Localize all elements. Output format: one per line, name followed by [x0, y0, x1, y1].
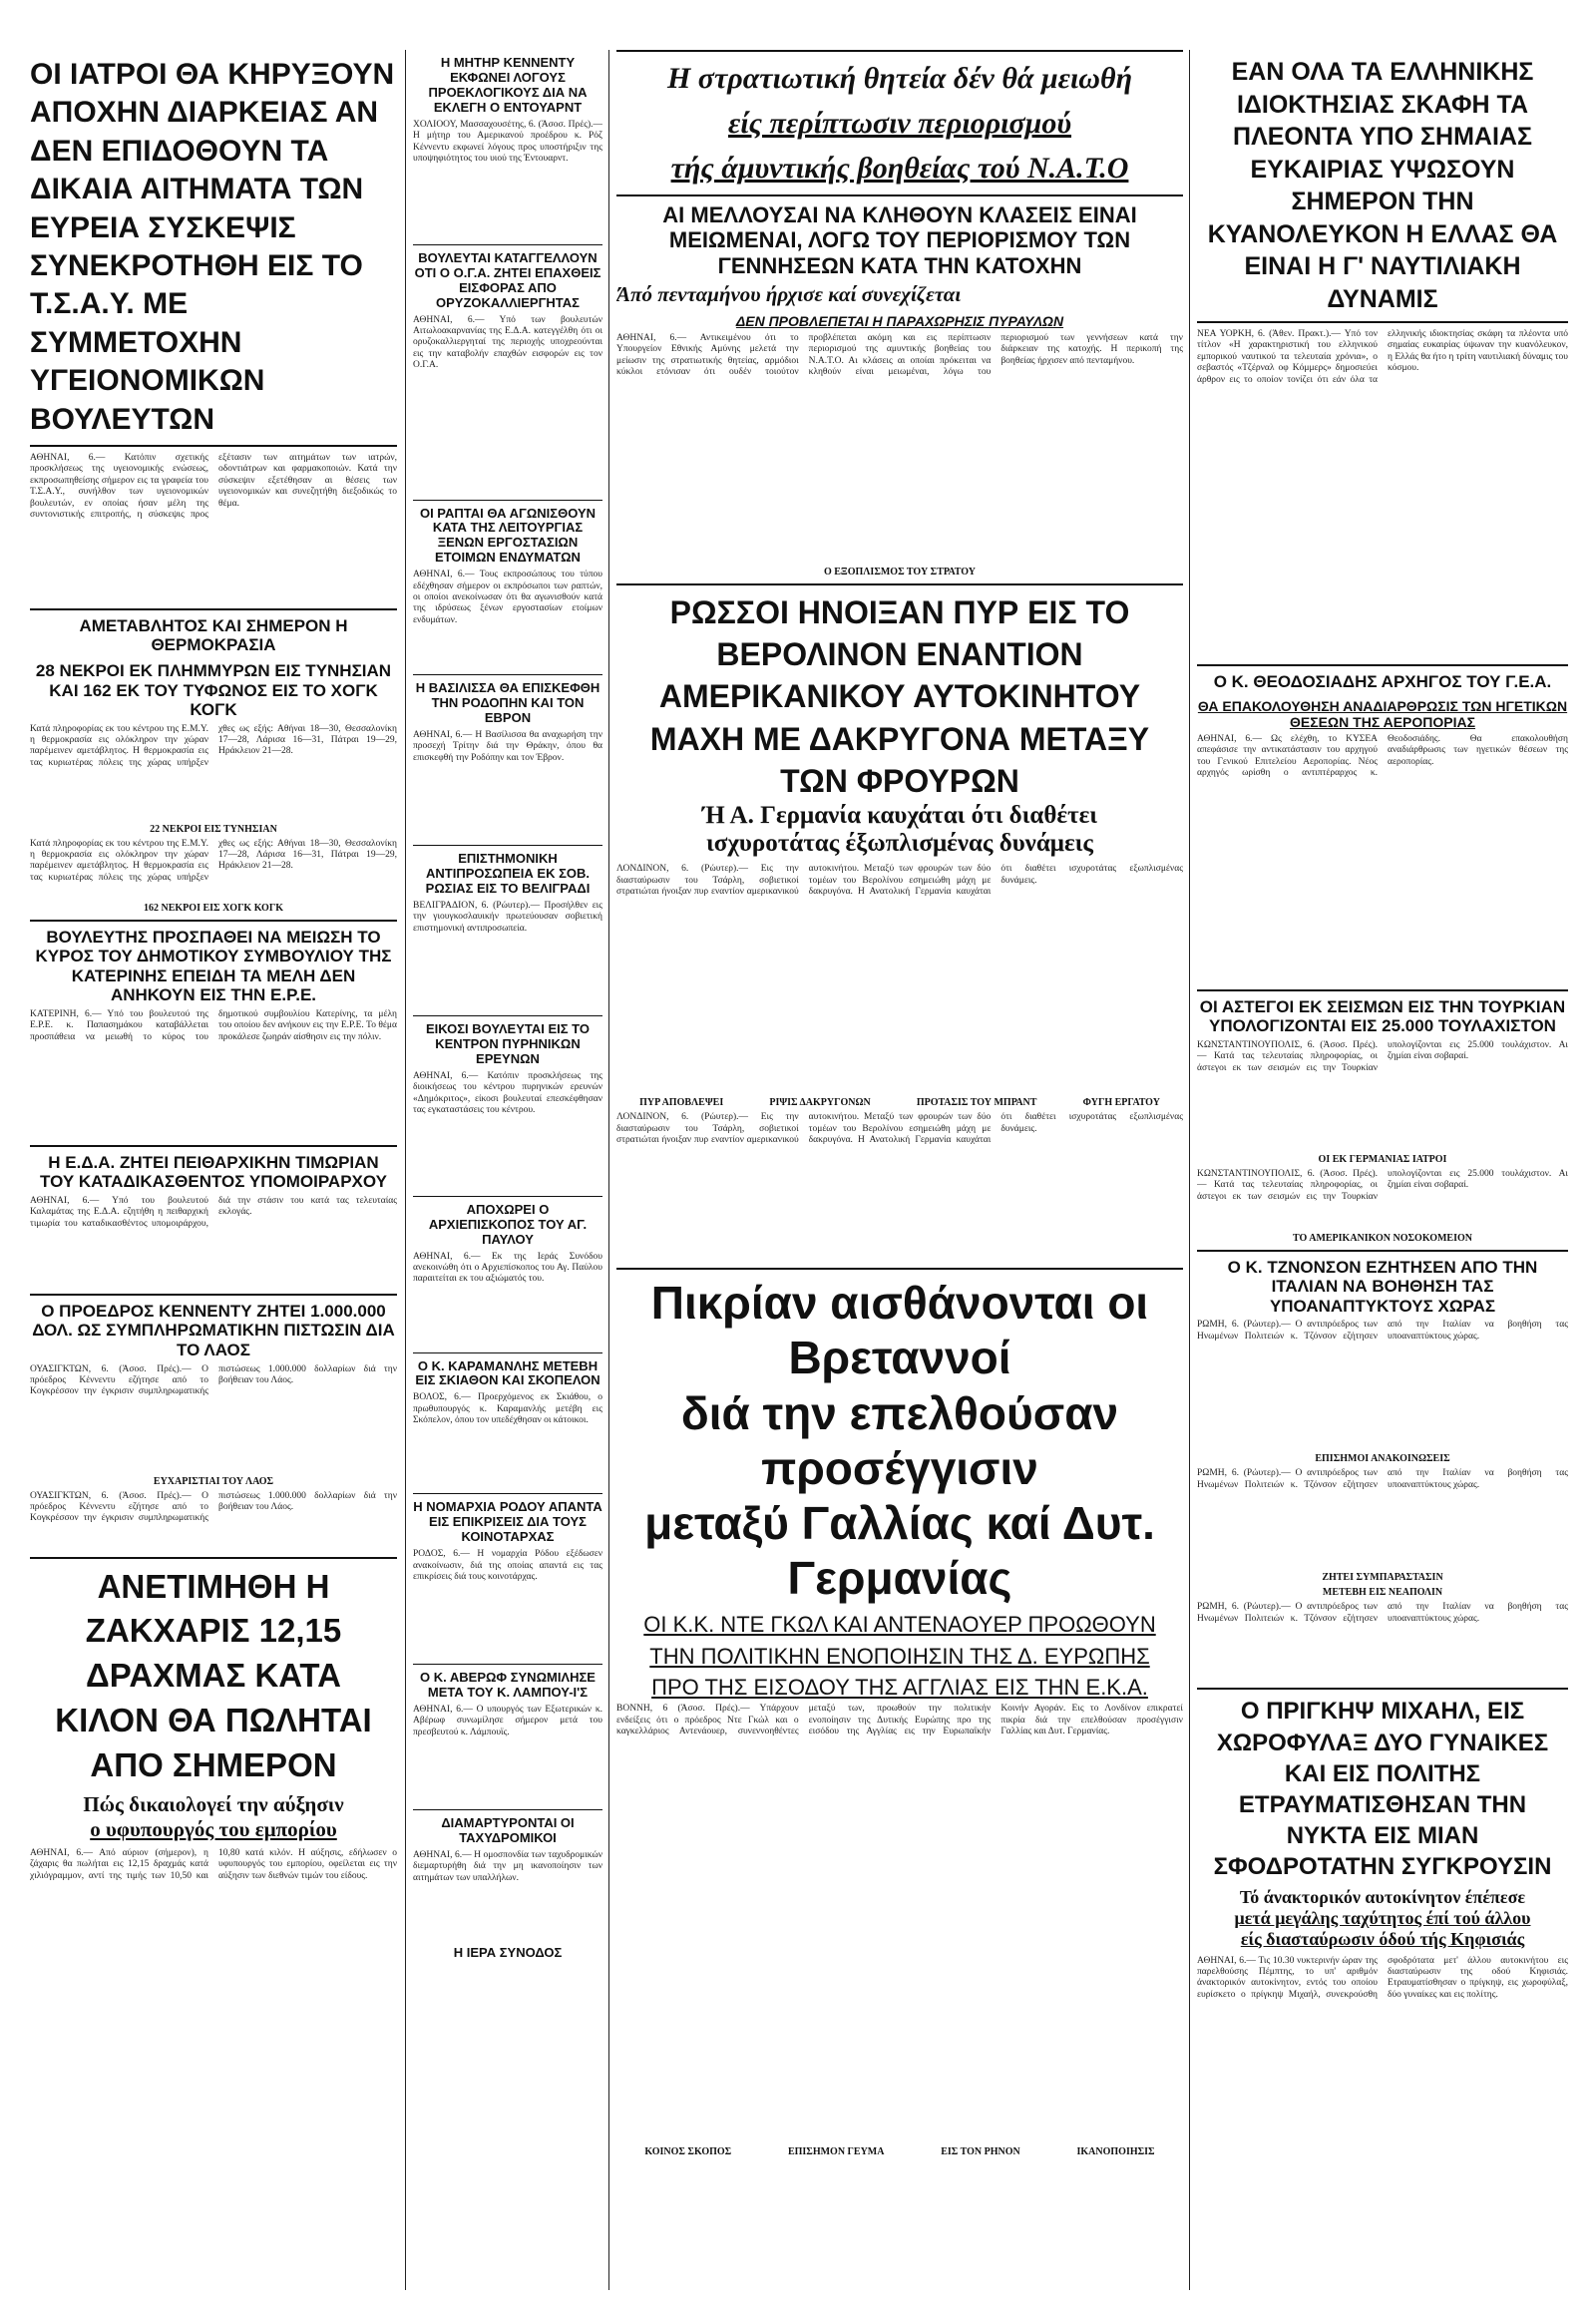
headline-oga: ΒΟΥΛΕΥΤΑΙ ΚΑΤΑΓΓΕΛΛΟΥΝ ΟΤΙ Ο Ο.Γ.Α. ΖΗΤΕΙ ΕΠΑΧΘΕΙΣ ΕΙΣΦΟΡΑΣ ΑΠΟ ΟΡΥΖΟΚΑΛΛΙΕΡΓΗΤΑΣ — [414, 249, 601, 310]
subheading-worker: ΦΥΓΗ ΕΡΓΑΤΟΥ — [1082, 1097, 1160, 1109]
article-karamanlis: ΒΟΛΟΣ, 6.— Προερχόμενος εκ Σκιάθου, ο πρωθυπουργός κ. Καραμανλής μετέβη εις Σκόπελον, όπου τον υπεδέχθησαν οι κάτοικοι. — [413, 1392, 602, 1426]
subheadline-crash-2: μετά μεγάλης ταχύτητος έπί τού άλλου — [1234, 1907, 1531, 1928]
headline-temperature: ΑΜΕΤΑΒΛΗΤΟΣ ΚΑΙ ΣΗΜΕΡΟΝ Η ΘΕΡΜΟΚΡΑΣΙΑ — [79, 615, 348, 655]
article-berlin-cont: ΛΟΝΔΙΝΟΝ, 6. (Ρώυτερ).— Εις την διασταύρωσιν του Τσάρλη, σοβιετικοί στρατιώται ήνοιξαν πυρ εναντίον αμερικανικού αυτοκινήτου. Μεταξύ των φρουρών των δύο τομέων του Βερολίνου εσημειώθη μάχη με δακρυγόνα. Η Ανατολική Γερμανία καυχάται ότι διαθέτει ισχυροτάτας εξωπλισμένας δυνάμεις. — [616, 1112, 1183, 1145]
article-nuclear-center: ΑΘΗΝΑΙ, 6.— Κατόπιν προσκλήσεως της διοικήσεως του κέντρου πυρηνικών ερευνών «Δημόκριτος», είκοσι βουλευταί επεσκέφθησαν τας εγκαταστάσεις του κέντρου. — [413, 1070, 602, 1115]
divider — [616, 1268, 1183, 1270]
article-turkey: ΚΩΝΣΤΑΝΤΙΝΟΥΠΟΛΙΣ, 6. (Άσοσ. Πρές).— Κατά τας τελευταίας πληροφορίας, οι άστεγοι εκ των σεισμών εις την Τουρκίαν υπολογίζονται εις 25.000 τουλάχιστον. Αι ζημίαι είναι σοβαραί. — [1197, 1039, 1568, 1073]
divider — [413, 500, 602, 501]
article-johnson-cont: ΡΩΜΗ, 6. (Ρώυτερ).— Ο αντιπρόεδρος των Ηνωμένων Πολιτειών κ. Τζόνσον εζήτησεν από την Ιταλίαν να βοηθήση τας υποαναπτύκτους χώρας. — [1197, 1468, 1568, 1490]
article-naples: ΡΩΜΗ, 6. (Ρώυτερ).— Ο αντιπρόεδρος των Ηνωμένων Πολιτειών κ. Τζόνσον εζήτησεν από την Ιταλίαν να βοηθήση τας υποαναπτύκτους χώρας. — [1197, 1602, 1568, 1624]
article-air-force: ΑΘΗΝΑΙ, 6.— Ως ελέχθη, το ΚΥΣΕΑ απεφάσισε την αντικατάστασιν του αρχηγού του Γενικού Επιτελείου Αεροπορίας. Νέος αρχηγός ωρίσθη ο αντιπτέραρχος κ. Θεοδοσιάδης. Θα επακολουθήση αναδιάρθρωσις των ηγετικών θέσεων της αεροπορίας. — [1197, 733, 1568, 778]
divider — [30, 445, 397, 447]
article-tunisia: Κατά πληροφορίας εκ του κέντρου της Ε.Μ.Υ. η θερμοκρασία εις ολόκληρον την χώραν παρέμεινεν αμετάβλητος. Η θερμοκρασία εις τας κυριωτέρας πόλεις της χώρας υπήρξεν χθες ως εξής: Αθήναι 18—30, Θεσσαλονίκη 17—28, Λάρισα 16—31, Πάτραι 19—29, Ηράκλειον 21—28. — [30, 838, 397, 883]
subheadings-france — [616, 2142, 1183, 2161]
article-katerini: ΚΑΤΕΡΙΝΗ, 6.— Υπό του βουλευτού της Ε.Ρ.Ε. κ. Παπασημάκου καταβάλλεται προσπάθεια να μειωθή το κύρος του δημοτικού συμβουλίου Κατερίνης, τα μέλη του οποίου δεν ανήκουν εις την Ε.Ρ.Ε. Το θέμα προκάλεσε ζωηράν αίσθησιν εις την πόλιν. — [30, 1008, 397, 1042]
subheading-laos: ΕΥΧΑΡΙΣΤΙΑΙ ΤΟΥ ΛΑΟΣ — [153, 1475, 274, 1487]
subheading-common-goal: ΚΟΙΝΟΣ ΣΚΟΠΟΣ — [644, 2146, 732, 2158]
headline-archbishop: ΑΠΟΧΩΡΕΙ Ο ΑΡΧΙΕΠΙΣΚΟΠΟΣ ΤΟΥ ΑΓ. ΠΑΥΛΟΥ — [428, 1201, 588, 1247]
subheading-tunisia: 22 ΝΕΚΡΟΙ ΕΙΣ ΤΥΝΗΣΙΑΝ — [150, 823, 277, 835]
subheadline-crash-1: Τό άνακτορικόν αυτοκίνητον έπέπεσε — [1239, 1886, 1526, 1907]
headline-johnson-italy: Ο Κ. ΤΖΝΟΝΣΟΝ ΕΖΗΤΗΣΕΝ ΑΠΟ ΤΗΝ ΙΤΑΛΙΑΝ ΝΑ ΒΟΗΘΗΣΗ ΤΑΣ ΥΠΟΑΝΑΠΤΥΚΤΟΥΣ ΧΩΡΑΣ — [1227, 1257, 1538, 1316]
divider — [413, 674, 602, 675]
article-soviet-delegation: ΒΕΛΙΓΡΑΔΙΟΝ, 6. (Ρώυτερ).— Προσήλθεν εις την γιουγκοσλαυικήν πρωτεύουσαν σοβιετική επιστημονική αντιπροσωπεία. — [413, 900, 602, 934]
divider — [413, 1664, 602, 1665]
headline-doctors-strike: ΟΙ ΙΑΤΡΟΙ ΘΑ ΚΗΡΥΞΟΥΝ ΑΠΟΧΗΝ ΔΙΑΡΚΕΙΑΣ ΑΝ ΔΕΝ ΕΠΙΔΟΘΟΥΝ ΤΑ ΔΙΚΑΙΑ ΑΙΤΗΜΑΤΑ ΤΩΝ ΕΥΡΕΙΑ ΣΥΣΚΕΨΙΣ ΣΥΝΕΚΡΟΤΗΘΗ ΕΙΣ ΤΟ Τ.Σ.Α.Υ. ΜΕ ΣΥΜΜΕΤΟΧΗΝ ΥΓΕΙΟΝΟΜΙΚΩΝ ΒΟΥΛΕΥΤΩΝ — [30, 58, 395, 436]
article-greek-ships: ΝΕΑ ΥΟΡΚΗ, 6. (Άθεν. Πρακτ.).— Υπό τον τίτλον «Η χαρακτηριστική του ελληνικού εμπορικού ναυτικού τα τελευταία χρόνια», ο σεβαστός «Τζέρναλ οφ Κόμμερς» δημοσιεύει άρθρον εις το οποίον τονίζει ότι εάν όλα τα ελληνικής ιδιοκτησίας σκάφη τα πλέοντα υπό σημαίας ευκαιρίας ύψωναν την κυανόλευκον, η Ελλάς θα ήτο η τρίτη ναυτιλιακή δύναμις του κόσμου. — [1197, 329, 1568, 385]
subheading-naples: ΜΕΤΕΒΗ ΕΙΣ ΝΕΑΠΟΛΙΝ — [1322, 1587, 1443, 1599]
subheading-german-doctors: ΟΙ ΕΚ ΓΕΡΜΑΝΙΑΣ ΙΑΤΡΟΙ — [1318, 1153, 1447, 1165]
headline-rhodes: Η ΝΟΜΑΡΧΙΑ ΡΟΔΟΥ ΑΠΑΝΤΑ ΕΙΣ ΕΠΙΚΡΙΣΕΙΣ ΔΙΑ ΤΟΥΣ ΚΟΙΝΟΤΑΡΧΑΣ — [413, 1499, 602, 1545]
headline-katerini: ΒΟΥΛΕΥΤΗΣ ΠΡΟΣΠΑΘΕΙ ΝΑ ΜΕΙΩΣΗ ΤΟ ΚΥΡΟΣ ΤΟΥ ΔΗΜΟΤΙΚΟΥ ΣΥΜΒΟΥΛΙΟΥ ΤΗΣ ΚΑΤΕΡΙΝΗΣ ΕΠΕΙΔΗ ΤΑ ΜΕΛΗ ΔΕΝ ΑΝΗΚΟΥΝ ΕΙΣ ΤΗΝ Ε.Ρ.Ε. — [35, 927, 392, 1005]
subheadline-crash-3: είς διασταύρωσιν όδού τής Κηφισιάς — [1240, 1928, 1525, 1949]
headline-averof: Ο Κ. ΑΒΕΡΩΦ ΣΥΝΩΜΙΛΗΣΕ ΜΕΤΑ ΤΟΥ Κ. ΛΑΜΠΟΥ-Ι'Σ — [420, 1670, 596, 1701]
subheading-support: ΖΗΤΕΙ ΣΥΜΠΑΡΑΣΤΑΣΙΝ — [1322, 1572, 1443, 1584]
divider — [30, 1557, 397, 1559]
headline-kennedy-mother: Η ΜΗΤΗΡ ΚΕΝΝΕΝΤΥ ΕΚΦΩΝΕΙ ΛΟΓΟΥΣ ΠΡΟΕΚΛΟΓΙΚΟΥΣ ΔΙΑ ΝΑ ΕΚΛΕΓΗ Ο ΕΝΤΟΥΑΡΝΤ — [428, 55, 588, 115]
headline-british-bitterness-2: διά την επελθούσαν προσέγγισιν — [680, 1386, 1119, 1494]
article-kennedy-mother: ΧΟΛΙΟΟΥ, Μασσαχουσέτης, 6. (Άσοσ. Πρές).— Η μήτηρ του Αμερικανού προέδρου κ. Ρόζ Κέννεντυ εκφωνεί λόγους προς υποστήριξιν της υποψηφιότητος του υιού της Έντουαρντ. — [413, 119, 602, 164]
article-military-service: ΑΘΗΝΑΙ, 6.— Αντικειμένου ότι το Υπουργείον Εθνικής Αμύνης μελετά την μείωσιν της στρατιωτικής θητείας, αρμόδιοι κύκλοι ετόνισαν ότι ουδέν τοιούτον προβλέπεται ακόμη και εις περίπτωσιν περιορισμού της αμυντικής βοηθείας του Ν.Α.Τ.Ο. Αι κλάσεις αι οποίαι πρόκειται να κληθούν είναι μειωμέναι, λόγω του περιορισμού των γεννήσεων κατά την διάρκειαν της κατοχής. Η περικοπή της βοηθείας ήρχισεν από πενταμήνου. — [616, 332, 1183, 378]
subheadline-degaulle-2: ΤΗΝ ΠΟΛΙΤΙΚΗΝ ΕΝΟΠΟΙΗΣΙΝ ΤΗΣ Δ. ΕΥΡΩΠΗΣ — [649, 1643, 1150, 1669]
article-archbishop: ΑΘΗΝΑΙ, 6.— Εκ της Ιεράς Συνόδου ανεκοινώθη ότι ο Αρχιεπίσκοπος του Αγ. Παύλου παραιτείται εκ του αξιώματός του. — [413, 1251, 602, 1285]
headline-sugar: ΑΝΕΤΙΜΗΘΗ Η ΖΑΚΧΑΡΙΣ 12,15 ΔΡΑΧΜΑΣ ΚΑΤΑ ΚΙΛΟΝ ΘΑ ΠΩΛΗΤΑΙ ΑΠΟ ΣΗΜΕΡΟΝ — [55, 1567, 372, 1784]
headline-prince-michael: Ο ΠΡΙΓΚΗΨ ΜΙΧΑΗΛ, ΕΙΣ ΧΩΡΟΦΥΛΑΞ ΔΥΟ ΓΥΝΑΙΚΕΣ ΚΑΙ ΕΙΣ ΠΟΛΙΤΗΣ ΕΤΡΑΥΜΑΤΙΣΘΗΣΑΝ ΤΗΝ ΝΥΚΤΑ ΕΙΣ ΜΙΑΝ ΣΦΟΔΡΟΤΑΤΗΝ ΣΥΓΚΡΟΥΣΙΝ — [1213, 1698, 1552, 1881]
article-sugar: ΑΘΗΝΑΙ, 6.— Από αύριον (σήμερον), η ζάχαρις θα πωλήται εις 12,15 δραχμάς κατά χιλιόγραμμον, αντί της τιμής των 10,50 και 10,80 κατά κιλόν. Η αύξησις, εδήλωσεν ο υφυπουργός του εμπορίου, οφείλεται εις την αύξησιν των διεθνών τιμών του είδους. — [30, 1847, 397, 1881]
headline-greek-ships: ΕΑΝ ΟΛΑ ΤΑ ΕΛΛΗΝΙΚΗΣ ΙΔΙΟΚΤΗΣΙΑΣ ΣΚΑΦΗ ΤΑ ΠΛΕΟΝΤΑ ΥΠΟ ΣΗΜΑΙΑΣ ΕΥΚΑΙΡΙΑΣ ΥΨΩΣΟΥΝ ΣΗΜΕΡΟΝ ΤΗΝ ΚΥΑΝΟΛΕΥΚΟΝ Η ΕΛΛΑΣ ΘΑ ΕΙΝΑΙ Η Γ' ΝΑΥΤΙΛΙΑΚΗ ΔΥΝΑΜΙΣ — [1207, 58, 1558, 313]
headline-kennedy-credit: Ο ΠΡΟΕΔΡΟΣ ΚΕΝΝΕΝΤΥ ΖΗΤΕΙ 1.000.000 ΔΟΛ. ΩΣ ΣΥΜΠΛΗΡΩΜΑΤΙΚΗΝ ΠΙΣΤΩΣΙΝ ΔΙΑ ΤΟ ΛΑΟΣ — [32, 1301, 395, 1360]
headline-military-service-1: Η στρατιωτική θητεία δέν θά μειωθή — [666, 62, 1133, 95]
headline-no-missiles: ΔΕΝ ΠΡΟΒΛΕΠΕΤΑΙ Η ΠΑΡΑΧΩΡΗΣΙΣ ΠΥΡΑΥΛΩΝ — [735, 312, 1064, 329]
article-france-germany: ΒΟΝΝΗ, 6 (Άσοσ. Πρές).— Υπάρχουν ενδείξεις ότι ο πρόεδρος Ντε Γκώλ και ο καγκελλάριος Αντενάουερ, συνεννοηθέντες μεταξύ των, προωθούν την πολιτικήν ενοποίησιν της Δυτικής Ευρώπης προ της εισόδου της Αγγλίας εις την Ευρωπαϊκήν Κοινήν Αγοράν. Εις το Λονδίνον επικρατεί πικρία διά την επελθούσαν προσέγγισιν Γαλλίας και Δυτ. Γερμανίας. — [616, 1704, 1183, 1736]
subheading-hongkong: 162 ΝΕΚΡΟΙ ΕΙΣ ΧΟΓΚ ΚΟΓΚ — [144, 902, 283, 914]
headline-military-service-3: τής άμυντικής βοηθείας τού Ν.Α.Τ.Ο — [670, 152, 1129, 185]
column-4 — [1197, 50, 1568, 2290]
article-queen: ΑΘΗΝΑΙ, 6.— Η Βασίλισσα θα αναχωρήση την προσεχή Τρίτην διά την Θράκην, όπου θα επισκεφθή την Ροδόπην και τον Έβρον. — [413, 730, 602, 763]
divider — [413, 1493, 602, 1494]
article-kennedy-credit: ΟΥΑΣΙΓΚΤΩΝ, 6. (Άσοσ. Πρές).— Ο πρόεδρος Κέννεντυ εζήτησε από το Κογκρέσσον την έγκρισιν συμπληρωματικής πιστώσεως 1.000.000 δολλαρίων διά την βοήθειαν του Λάος. — [30, 1363, 397, 1397]
subheadline-degaulle-3: ΠΡΟ ΤΗΣ ΕΙΣΟΔΟΥ ΤΗΣ ΑΓΓΛΙΑΣ ΕΙΣ ΤΗΝ Ε.Κ.Α. — [651, 1674, 1148, 1700]
subheading-official: ΕΠΙΣΗΜΟΙ ΑΝΑΚΟΙΝΩΣΕΙΣ — [1315, 1453, 1450, 1465]
subheadline-sugar-1: Πώς δικαιολογεί την αύξησιν — [83, 1791, 344, 1816]
headline-soviet-delegation: ΕΠΙΣΤΗΜΟΝΙΚΗ ΑΝΤΙΠΡΟΣΩΠΕΙΑ ΕΚ ΣΟΒ. ΡΩΣΙΑΣ ΕΙΣ ΤΟ ΒΕΛΙΓΡΑΔΙ — [425, 851, 591, 896]
article-postal: ΑΘΗΝΑΙ, 6.— Η ομοσπονδία των ταχυδρομικών διεμαρτυρήθη διά την μη ικανοποίησιν των αιτημάτων των υπαλλήλων. — [413, 1849, 602, 1883]
article-laos: ΟΥΑΣΙΓΚΤΩΝ, 6. (Άσοσ. Πρές).— Ο πρόεδρος Κέννεντυ εζήτησε από το Κογκρέσσον την έγκρισιν συμπληρωματικής πιστώσεως 1.000.000 δολλαρίων διά την βοήθειαν του Λάος. — [30, 1490, 397, 1524]
divider — [1197, 1250, 1568, 1252]
divider — [30, 608, 397, 610]
divider — [413, 244, 602, 245]
subheading-brandt: ΠΡΟΤΑΣΙΣ ΤΟΥ ΜΠΡΑΝΤ — [916, 1097, 1037, 1109]
article-temperature: Κατά πληροφορίας εκ του κέντρου της Ε.Μ.Υ. η θερμοκρασία εις ολόκληρον την χώραν παρέμεινεν αμετάβλητος. Η θερμοκρασία εις τας κυριωτέρας πόλεις της χώρας υπήρξεν χθες ως εξής: Αθήναι 18—30, Θεσσαλονίκη 17—28, Λάρισα 16—31, Πάτραι 19—29, Ηράκλειον 21—28. — [30, 723, 397, 768]
subheadline-air-force: ΘΑ ΕΠΑΚΟΛΟΥΘΗΣΗ ΑΝΑΔΙΑΡΘΡΩΣΙΣ ΤΩΝ ΗΓΕΤΙΚΩΝ ΘΕΣΕΩΝ ΤΗΣ ΑΕΡΟΠΟΡΙΑΣ — [1197, 697, 1568, 730]
column-1 — [30, 50, 397, 2290]
article-tailors: ΑΘΗΝΑΙ, 6.— Τους εκπροσώπους του τύπου εδέχθησαν σήμερον οι εκπρόσωποι των ραπτών, οι οποίοι ανεκοίνωσαν ότι θα αγωνισθούν κατά της ιδρύσεως ξένων εργοστασίων ετοίμων ενδυμάτων. — [413, 570, 602, 625]
subheading-satisfaction: ΙΚΑΝΟΠΟΙΗΣΙΣ — [1076, 2146, 1155, 2158]
article-eda: ΑΘΗΝΑΙ, 6.— Υπό του βουλευτού Καλαμάτας της Ε.Δ.Α. εζητήθη η πειθαρχική τιμωρία του καταδικασθέντος υπομοιράρχου, διά την στάσιν του κατά τας τελευταίας εκλογάς. — [30, 1195, 397, 1229]
headline-theodosiadis: Ο Κ. ΘΕΟΔΟΣΙΑΔΗΣ ΑΡΧΗΓΟΣ ΤΟΥ Γ.Ε.Α. — [1213, 672, 1552, 691]
article-averof: ΑΘΗΝΑΙ, 6.— Ο υπουργός των Εξωτερικών κ. Αβέρωφ συνωμίλησε σήμερον μετά του πρεσβευτού κ. Λάμπουϊς. — [413, 1705, 602, 1737]
subheading-equipment: Ο ΕΞΟΠΛΙΣΜΟΣ ΤΟΥ ΣΤΡΑΤΟΥ — [823, 566, 976, 578]
column-3 — [616, 50, 1183, 2290]
subheading-tear-gas: ΡΙΨΙΣ ΔΑΚΡΥΓΟΝΩΝ — [769, 1097, 871, 1109]
divider — [413, 1352, 602, 1353]
subheading-american-hospital: ΤΟ ΑΜΕΡΙΚΑΝΙΚΟΝ ΝΟΣΟΚΟΜΕΙΟΝ — [1293, 1232, 1472, 1244]
subheadline-degaulle-1: ΟΙ Κ.Κ. ΝΤΕ ΓΚΩΛ ΚΑΙ ΑΝΤΕΝΑΟΥΕΡ ΠΡΟΩΘΟΥΝ — [643, 1612, 1156, 1638]
headline-postal: ΔΙΑΜΑΡΤΥΡΟΝΤΑΙ ΟΙ ΤΑΧΥΔΡΟΜΙΚΟΙ — [441, 1815, 575, 1845]
article-johnson: ΡΩΜΗ, 6. (Ρώυτερ).— Ο αντιπρόεδρος των Ηνωμένων Πολιτειών κ. Τζόνσον εζήτησεν από την Ιταλίαν να βοηθήση τας υποαναπτύκτους χώρας. — [1197, 1320, 1568, 1342]
headline-classes-reduced: ΑΙ ΜΕΛΛΟΥΣΑΙ ΝΑ ΚΛΗΘΟΥΝ ΚΛΑΣΕΙΣ ΕΙΝΑΙ ΜΕΙΩΜΕΝΑΙ, ΛΟΓΩ ΤΟΥ ΠΕΡΙΟΡΙΣΜΟΥ ΤΩΝ ΓΕΝΝΗΣΕΩΝ ΚΑΤΑ ΤΗΝ ΚΑΤΟΧΗΝ — [662, 202, 1137, 278]
headline-five-months: Άπό πενταμήνου ήρχισε καί συνεχίζεται — [616, 281, 962, 306]
divider — [30, 1145, 397, 1147]
divider — [616, 583, 1183, 585]
divider — [30, 920, 397, 922]
article-rhodes: ΡΟΔΟΣ, 6.— Η νομαρχία Ρόδου εξέδωσεν ανακοίνωσιν, διά της οποίας απαντά εις τας επικρίσεις διά τους κοινοτάρχας. — [413, 1549, 602, 1582]
subheadings-berlin — [616, 1093, 1183, 1112]
divider — [1197, 1688, 1568, 1690]
subheadline-sugar-2: ο υφυπουργός του εμπορίου — [90, 1816, 337, 1841]
headline-tailors: ΟΙ ΡΑΠΤΑΙ ΘΑ ΑΓΩΝΙΣΘΟΥΝ ΚΑΤΑ ΤΗΣ ΛΕΙΤΟΥΡΓΙΑΣ ΞΕΝΩΝ ΕΡΓΟΣΤΑΣΙΩΝ ΕΤΟΙΜΩΝ ΕΝΔΥΜΑΤΩΝ — [419, 505, 597, 566]
column-2 — [413, 50, 602, 2290]
divider — [1197, 664, 1568, 666]
divider — [1197, 321, 1568, 323]
article-prince-michael: ΑΘΗΝΑΙ, 6.— Τις 10.30 νυκτερινήν ώραν της παρελθούσης Πέμπτης, το υπ' αριθμόν άνακτορικόν αυτοκίνητον, εντός του οποίου ευρίσκετο ο πρίγκηψ Μιχαήλ, συνεκρούσθη σφοδρότατα μετ' άλλου αυτοκινήτου εις διασταύρωσιν της οδού Κηφισιάς. Ετραυματίσθησαν ο πρίγκηψ, εις χωροφύλαξ, δύο γυναίκες και εις πολίτης. — [1197, 1955, 1568, 2000]
headline-queen: Η ΒΑΣΙΛΙΣΣΑ ΘΑ ΕΠΙΣΚΕΦΘΗ ΤΗΝ ΡΟΔΟΠΗΝ ΚΑΙ ΤΟΝ ΕΒΡΟΝ — [415, 680, 600, 726]
headline-floods: 28 ΝΕΚΡΟΙ ΕΚ ΠΛΗΜΜΥΡΩΝ ΕΙΣ ΤΥΝΗΣΙΑΝ ΚΑΙ 162 ΕΚ ΤΟΥ ΤΥΦΩΝΟΣ ΕΙΣ ΤΟ ΧΟΓΚ ΚΟΓΚ — [35, 661, 392, 720]
headline-nuclear-center: ΕΙΚΟΣΙ ΒΟΥΛΕΥΤΑΙ ΕΙΣ ΤΟ ΚΕΝΤΡΟΝ ΠΥΡΗΝΙΚΩΝ ΕΡΕΥΝΩΝ — [426, 1020, 590, 1066]
headline-berlin-fire: ΡΩΣΣΟΙ ΗΝΟΙΞΑΝ ΠΥΡ ΕΙΣ ΤΟ ΒΕΡΟΛΙΝΟΝ ΕΝΑΝΤΙΟΝ ΑΜΕΡΙΚΑΝΙΚΟΥ ΑΥΤΟΚΙΝΗΤΟΥ ΜΑΧΗ ΜΕ ΔΑΚΡΥΓΟΝΑ ΜΕΤΑΞΥ ΤΩΝ ΦΡΟΥΡΩΝ — [649, 593, 1150, 799]
subheadline-berlin-2: ισχυροτάτας έξωπλισμένας δυνάμεις — [706, 830, 1093, 858]
column-rule — [608, 50, 609, 2290]
headline-british-bitterness-1: Πικρίαν αισθάνονται οι Βρεταννοί — [650, 1277, 1149, 1384]
headline-military-service-2: είς περίπτωσιν περιορισμού — [727, 107, 1072, 140]
column-rule — [1189, 50, 1190, 2290]
divider — [413, 845, 602, 846]
headline-turkey-earthquake: ΟΙ ΑΣΤΕΓΟΙ ΕΚ ΣΕΙΣΜΩΝ ΕΙΣ ΤΗΝ ΤΟΥΡΚΙΑΝ ΥΠΟΛΟΓΙΖΟΝΤΑΙ ΕΙΣ 25.000 ΤΟΥΛΑΧΙΣΤΟΝ — [1199, 996, 1566, 1036]
headline-holy-synod: Η ΙΕΡΑ ΣΥΝΟΔΟΣ — [453, 1944, 563, 1960]
divider — [413, 1015, 602, 1016]
column-rule — [405, 50, 406, 2290]
article-turkey-cont: ΚΩΝΣΤΑΝΤΙΝΟΥΠΟΛΙΣ, 6. (Άσοσ. Πρές).— Κατά τας τελευταίας πληροφορίας, οι άστεγοι εκ των σεισμών εις την Τουρκίαν υπολογίζονται εις 25.000 τουλάχιστον. Αι ζημίαι είναι σοβαραί. — [1197, 1168, 1568, 1202]
headline-british-bitterness-3: μεταξύ Γαλλίας καί Δυτ. Γερμανίας — [644, 1496, 1155, 1605]
subheading-dinner: ΕΠΙΣΗΜΟΝ ΓΕΥΜΑ — [787, 2146, 885, 2158]
divider — [413, 1196, 602, 1197]
divider — [413, 1809, 602, 1810]
article-doctors: ΑΘΗΝΑΙ, 6.— Κατόπιν σχετικής προσκλήσεως της υγειονομικής ενώσεως, εκπροσωπηθείσης σήμερον εις τα γραφεία του Τ.Σ.Α.Υ., συνήλθον των υγειονομικών βουλευτών, εν οποίας ήσαν μέλη της συντονιστικής επιτροπής, η σύσκεψις προς εξέτασιν των αιτημάτων των ιατρών, οδοντιάτρων και φαρμακοποιών. Κατά την σύσκεψιν εξετέθησαν αι θέσεις των υγειονομικών και συνεζητήθη διεξοδικώς το θέμα. — [30, 452, 397, 520]
divider — [30, 1294, 397, 1296]
subheading-rhine: ΕΙΣ ΤΟΝ ΡΗΝΟΝ — [941, 2146, 1020, 2158]
article-berlin: ΛΟΝΔΙΝΟΝ, 6. (Ρώυτερ).— Εις την διασταύρωσιν του Τσάρλη, σοβιετικοί στρατιώται ήνοιξαν πυρ εναντίον αμερικανικού αυτοκινήτου. Μεταξύ των φρουρών των δύο τομέων του Βερολίνου εσημειώθη μάχη με δακρυγόνα. Η Ανατολική Γερμανία καυχάται ότι διαθέτει ισχυροτάτας εξωπλισμένας δυνάμεις. — [616, 864, 1183, 897]
nato-headline-box — [616, 50, 1183, 196]
headline-karamanlis: Ο Κ. ΚΑΡΑΜΑΝΛΗΣ ΜΕΤΕΒΗ ΕΙΣ ΣΚΙΑΘΟΝ ΚΑΙ ΣΚΟΠΕΛΟΝ — [415, 1357, 600, 1388]
subheadline-berlin-1: Ή Α. Γερμανία καυχάται ότι διαθέτει — [701, 802, 1098, 830]
headline-eda: Η Ε.Δ.Α. ΖΗΤΕΙ ΠΕΙΘΑΡΧΙΚΗΝ ΤΙΜΩΡΙΑΝ ΤΟΥ ΚΑΤΑΔΙΚΑΣΘΕΝΤΟΣ ΥΠΟΜΟΙΡΑΡΧΟΥ — [40, 1152, 387, 1192]
subheading-fire: ΠΥΡ ΑΠΟΒΛΕΨΕΙ — [639, 1097, 724, 1109]
article-oga: ΑΘΗΝΑΙ, 6.— Υπό των βουλευτών Αιτωλοακαρνανίας της Ε.Δ.Α. κατεγγέλθη ότι οι ορυζοκαλλιεργηταί της περιοχής υποχρεούνται εις την καταβολήν επαχθών εισφορών εις τον Ο.Γ.Α. — [413, 314, 602, 371]
divider — [1197, 989, 1568, 991]
